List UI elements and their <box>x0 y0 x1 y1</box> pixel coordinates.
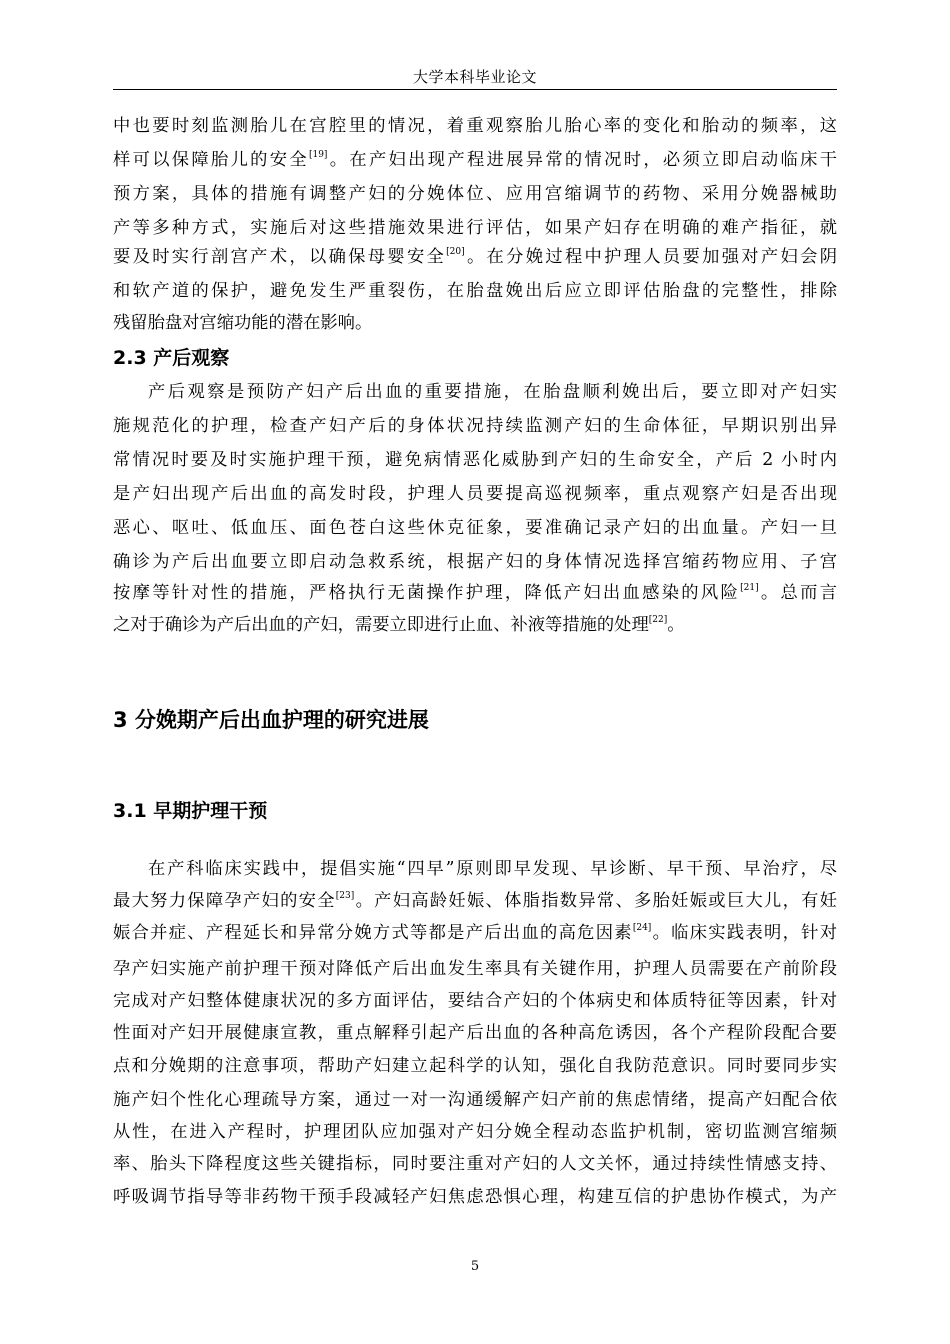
text-line: 按摩等针对性的措施，严格执行无菌操作护理，降低产妇出血感染的风险[21]。总而言 <box>113 583 837 603</box>
chapter-heading-3: 3 分娩期产后出血护理的研究进展 <box>113 708 429 732</box>
text-line: 要及时实行剖宫产术，以确保母婴安全[20]。在分娩过程中护理人员要加强对产妇会阴 <box>113 247 837 267</box>
text-line: 确诊为产后出血要立即启动急救系统，根据产妇的身体情况选择宫缩药物应用、子宫 <box>113 552 837 572</box>
text-line: 常情况时要及时实施护理干预，避免病情恶化威胁到产妇的生命安全，产后 2 小时内 <box>113 450 837 470</box>
text-line: 中也要时刻监测胎儿在宫腔里的情况，着重观察胎儿胎心率的变化和胎动的频率，这 <box>113 116 837 136</box>
text-line: 施产妇个性化心理疏导方案，通过一对一沟通缓解产妇产前的焦虑情绪，提高产妇配合依 <box>113 1090 837 1110</box>
text-line: 和软产道的保护，避免发生严重裂伤，在胎盘娩出后应立即评估胎盘的完整性，排除 <box>113 281 837 301</box>
text-line: 呼吸调节指导等非药物干预手段减轻产妇焦虑恐惧心理，构建互信的护患协作模式，为产 <box>113 1187 837 1207</box>
text-line: 从性，在进入产程时，护理团队应加强对产妇分娩全程动态监护机制，密切监测宫缩频 <box>113 1122 837 1142</box>
text-line: 率、胎头下降程度这些关键指标，同时要注重对产妇的人文关怀，通过持续性情感支持、 <box>113 1154 837 1174</box>
citation: [21] <box>740 583 759 593</box>
citation: [19] <box>308 150 328 160</box>
text-line: 孕产妇实施产前护理干预对降低产后出血发生率具有关键作用，护理人员需要在产前阶段 <box>113 959 837 979</box>
page-number: 5 <box>470 1259 480 1274</box>
text-line: 产等多种方式，实施后对这些措施效果进行评估，如果产妇存在明确的难产指征，就 <box>113 218 837 238</box>
section-heading-2-3: 2.3 产后观察 <box>113 347 230 369</box>
text-line: 恶心、呕吐、低血压、面色苍白这些休克征象，要准确记录产妇的出血量。产妇一旦 <box>113 518 837 538</box>
citation: [24] <box>632 923 652 933</box>
text-line: 之对于确诊为产后出血的产妇，需要立即进行止血、补液等措施的处理[22]。 <box>113 615 685 635</box>
text-line: 完成对产妇整体健康状况的多方面评估，要结合产妇的个体病史和体质特征等因素，针对 <box>113 991 837 1011</box>
text-line: 残留胎盘对宫缩功能的潜在影响。 <box>113 313 373 333</box>
citation: [23] <box>335 891 355 901</box>
citation: [20] <box>446 247 465 257</box>
text-line: 产后观察是预防产妇产后出血的重要措施，在胎盘顺利娩出后，要立即对产妇实 <box>148 382 837 402</box>
text-line: 性面对产妇开展健康宣教，重点解释引起产后出血的各种高危诱因，各个产程阶段配合要 <box>113 1023 837 1043</box>
header-rule <box>113 89 837 90</box>
running-header: 大学本科毕业论文 <box>412 68 537 86</box>
text-line: 娠合并症、产程延长和异常分娩方式等都是产后出血的高危因素[24]。临床实践表明，针对 <box>113 923 837 943</box>
section-heading-3-1: 3.1 早期护理干预 <box>113 800 268 822</box>
text-line: 点和分娩期的注意事项，帮助产妇建立起科学的认知，强化自我防范意识。同时要同步实 <box>113 1056 837 1076</box>
text-line: 样可以保障胎儿的安全[19]。在产妇出现产程进展异常的情况时，必须立即启动临床干 <box>113 150 837 170</box>
citation: [22] <box>648 615 668 625</box>
text-line: 是产妇出现产后出血的高发时段，护理人员要提高巡视频率，重点观察产妇是否出现 <box>113 484 837 504</box>
text-line: 预方案，具体的措施有调整产妇的分娩体位、应用宫缩调节的药物、采用分娩器械助 <box>113 184 837 204</box>
text-line: 最大努力保障孕产妇的安全[23]。产妇高龄妊娠、体脂指数异常、多胎妊娠或巨大儿，有妊 <box>113 891 837 911</box>
text-line: 在产科临床实践中，提倡实施“四早”原则即早发现、早诊断、早干预、早治疗，尽 <box>148 859 837 879</box>
text-line: 施规范化的护理，检查产妇产后的身体状况持续监测产妇的生命体征，早期识别出异 <box>113 416 837 436</box>
